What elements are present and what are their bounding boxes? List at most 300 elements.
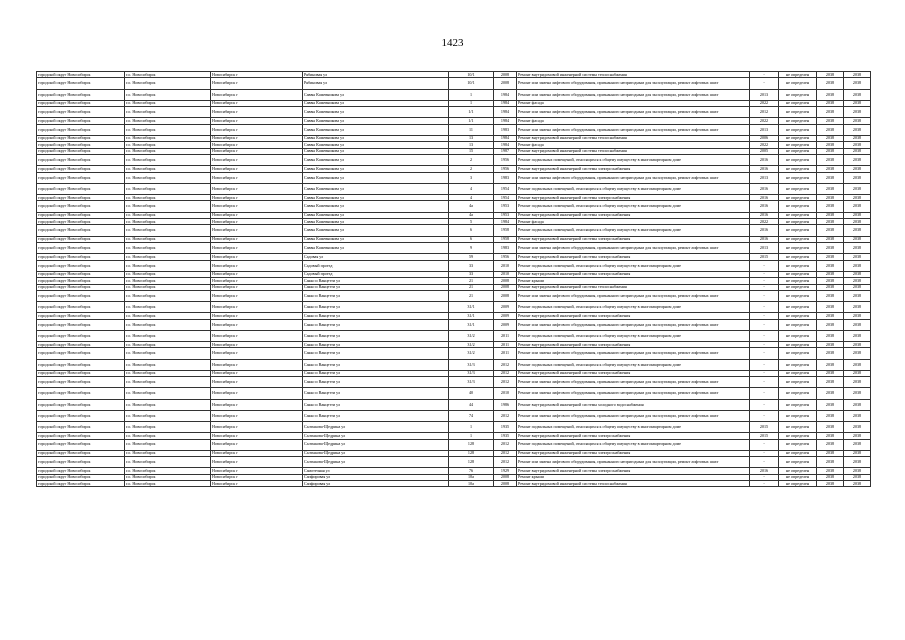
cell-year: 1954 — [494, 183, 517, 194]
cell-plan-d: 2038 — [844, 219, 871, 225]
cell-house: 21 — [449, 278, 494, 284]
cell-district: городской округ Новосибирск — [37, 271, 125, 277]
cell-plan-b: не определен — [779, 399, 817, 410]
cell-plan-c: 2038 — [817, 172, 844, 183]
cell-year: 2011 — [494, 348, 517, 359]
cell-plan-b: не определен — [779, 212, 817, 218]
cell-year: 1984 — [494, 118, 517, 124]
cell-plan-b: не определен — [779, 342, 817, 348]
cell-plan-c: 2038 — [817, 399, 844, 410]
cell-plan-c: 2038 — [817, 377, 844, 388]
cell-locality: Новосибирск г — [211, 330, 303, 341]
cell-plan-c: 2038 — [817, 450, 844, 456]
cell-plan-c: 2038 — [817, 410, 844, 421]
cell-plan-b: не определен — [779, 254, 817, 260]
table-row — [37, 290, 871, 301]
cell-district: городской округ Новосибирск — [37, 260, 125, 271]
cell-plan-b: не определен — [779, 284, 817, 290]
cell-work: Ремонт или замена лифтового оборудования, признанного непригодным для эксплуатации, ремонт лифтовых шахт — [517, 124, 750, 135]
cell-street: Сакко и Ванцетти ул — [303, 342, 449, 348]
cell-locality: Новосибирск г — [211, 319, 303, 330]
cell-plan-c: 2038 — [817, 359, 844, 370]
cell-district: городской округ Новосибирск — [37, 468, 125, 474]
cell-year: 2010 — [494, 271, 517, 277]
cell-year: 1954 — [494, 195, 517, 201]
cell-plan-a: 2015 — [750, 433, 779, 439]
cell-year: 1983 — [494, 124, 517, 135]
cell-work: Ремонт или замена лифтового оборудования, признанного непригодным для эксплуатации, ремонт лифтовых шахт — [517, 78, 750, 89]
table-row — [37, 388, 871, 399]
cell-locality-type: г.о. Новосибирск — [125, 166, 211, 172]
cell-street: Сапфировая ул — [303, 474, 449, 480]
cell-year: 1956 — [494, 155, 517, 166]
cell-locality: Новосибирск г — [211, 183, 303, 194]
cell-locality: Новосибирск г — [211, 284, 303, 290]
cell-plan-c: 2038 — [817, 457, 844, 468]
cell-street: Саввы Кожевникова ул — [303, 183, 449, 194]
cell-work: Ремонт внутридомовой инженерной системы электроснабжения — [517, 468, 750, 474]
table-row — [37, 330, 871, 341]
cell-plan-d: 2038 — [844, 348, 871, 359]
cell-plan-c: 2038 — [817, 155, 844, 166]
cell-house: 31/1 — [449, 313, 494, 319]
cell-plan-a: - — [750, 348, 779, 359]
cell-plan-d: 2038 — [844, 410, 871, 421]
cell-locality: Новосибирск г — [211, 155, 303, 166]
cell-locality: Новосибирск г — [211, 421, 303, 432]
cell-street: Саввы Кожевникова ул — [303, 166, 449, 172]
cell-work: Ремонт крыши — [517, 278, 750, 284]
cell-plan-a: - — [750, 72, 779, 78]
cell-plan-d: 2038 — [844, 271, 871, 277]
cell-district: городской округ Новосибирск — [37, 89, 125, 100]
cell-street: Сакко и Ванцетти ул — [303, 410, 449, 421]
cell-plan-a: - — [750, 474, 779, 480]
cell-locality: Новосибирск г — [211, 148, 303, 154]
cell-district: городской округ Новосибирск — [37, 348, 125, 359]
cell-house: 31/2 — [449, 330, 494, 341]
cell-plan-b: не определен — [779, 155, 817, 166]
cell-plan-b: не определен — [779, 118, 817, 124]
cell-plan-d: 2038 — [844, 118, 871, 124]
cell-street: Самотечная ул — [303, 468, 449, 474]
cell-locality-type: г.о. Новосибирск — [125, 236, 211, 242]
cell-house: 13 — [449, 135, 494, 141]
cell-street: Саввы Кожевникова ул — [303, 242, 449, 253]
cell-locality: Новосибирск г — [211, 172, 303, 183]
cell-street: Сакко и Ванцетти ул — [303, 359, 449, 370]
cell-district: городской округ Новосибирск — [37, 212, 125, 218]
cell-year: 2008 — [494, 284, 517, 290]
cell-plan-b: не определен — [779, 107, 817, 118]
cell-district: городской округ Новосибирск — [37, 474, 125, 480]
cell-house: 31/2 — [449, 348, 494, 359]
cell-plan-c: 2038 — [817, 330, 844, 341]
cell-plan-a: 2013 — [750, 124, 779, 135]
cell-plan-d: 2038 — [844, 142, 871, 148]
cell-plan-a: - — [750, 410, 779, 421]
cell-work: Ремонт подвальных помещений, относящихся к общему имуществу в многоквартирном доме — [517, 439, 750, 450]
cell-locality: Новосибирск г — [211, 201, 303, 212]
cell-house: 33 — [449, 260, 494, 271]
cell-street: Сакко и Ванцетти ул — [303, 348, 449, 359]
cell-locality: Новосибирск г — [211, 359, 303, 370]
cell-work: Ремонт подвальных помещений, относящихся к общему имуществу в многоквартирном доме — [517, 183, 750, 194]
table-row — [37, 399, 871, 410]
cell-street: Сакко и Ванцетти ул — [303, 330, 449, 341]
cell-house: 31/3 — [449, 370, 494, 376]
cell-plan-b: не определен — [779, 433, 817, 439]
cell-work: Ремонт или замена лифтового оборудования, признанного непригодным для эксплуатации, ремонт лифтовых шахт — [517, 107, 750, 118]
cell-plan-c: 2038 — [817, 468, 844, 474]
cell-plan-d: 2038 — [844, 377, 871, 388]
cell-plan-a: - — [750, 370, 779, 376]
cell-plan-d: 2038 — [844, 278, 871, 284]
cell-year: 1984 — [494, 100, 517, 106]
cell-plan-a: - — [750, 313, 779, 319]
cell-year: 2008 — [494, 278, 517, 284]
cell-locality: Новосибирск г — [211, 124, 303, 135]
cell-street: Салтыкова-Щедрина ул — [303, 457, 449, 468]
cell-work: Ремонт или замена лифтового оборудования, признанного непригодным для эксплуатации, ремонт лифтовых шахт — [517, 410, 750, 421]
cell-district: городской округ Новосибирск — [37, 290, 125, 301]
cell-street: Салтыкова-Щедрина ул — [303, 433, 449, 439]
cell-plan-c: 2038 — [817, 124, 844, 135]
cell-plan-d: 2038 — [844, 457, 871, 468]
cell-year: 2012 — [494, 370, 517, 376]
cell-year: 2012 — [494, 377, 517, 388]
cell-plan-c: 2038 — [817, 260, 844, 271]
cell-year: 2012 — [494, 439, 517, 450]
cell-plan-d: 2038 — [844, 388, 871, 399]
cell-district: городской округ Новосибирск — [37, 148, 125, 154]
cell-plan-c: 2038 — [817, 183, 844, 194]
cell-work: Ремонт внутридомовой инженерной системы электроснабжения — [517, 313, 750, 319]
cell-plan-d: 2038 — [844, 236, 871, 242]
cell-district: городской округ Новосибирск — [37, 195, 125, 201]
cell-district: городской округ Новосибирск — [37, 254, 125, 260]
cell-house: 74 — [449, 410, 494, 421]
cell-plan-b: не определен — [779, 236, 817, 242]
cell-year: 1958 — [494, 236, 517, 242]
cell-house: 1/1 — [449, 118, 494, 124]
cell-plan-b: не определен — [779, 457, 817, 468]
cell-plan-c: 2038 — [817, 242, 844, 253]
cell-year: 2012 — [494, 450, 517, 456]
cell-plan-b: не определен — [779, 78, 817, 89]
cell-district: городской округ Новосибирск — [37, 135, 125, 141]
cell-work: Ремонт подвальных помещений, относящихся к общему имуществу в многоквартирном доме — [517, 201, 750, 212]
cell-district: городской округ Новосибирск — [37, 183, 125, 194]
cell-locality: Новосибирск г — [211, 457, 303, 468]
cell-district: городской округ Новосибирск — [37, 236, 125, 242]
cell-plan-c: 2038 — [817, 439, 844, 450]
table-row — [37, 359, 871, 370]
cell-house: 33 — [449, 271, 494, 277]
cell-street: Саввы Кожевникова ул — [303, 195, 449, 201]
cell-plan-a: - — [750, 78, 779, 89]
cell-house: 31/2 — [449, 342, 494, 348]
cell-plan-c: 2038 — [817, 284, 844, 290]
cell-locality: Новосибирск г — [211, 313, 303, 319]
cell-street: Саввы Кожевникова ул — [303, 155, 449, 166]
cell-year: 1958 — [494, 225, 517, 236]
cell-locality-type: г.о. Новосибирск — [125, 284, 211, 290]
cell-locality: Новосибирск г — [211, 481, 303, 487]
cell-house: 4 — [449, 183, 494, 194]
cell-plan-a: 2016 — [750, 195, 779, 201]
cell-district: городской округ Новосибирск — [37, 118, 125, 124]
cell-house: 1 — [449, 89, 494, 100]
cell-plan-d: 2038 — [844, 225, 871, 236]
cell-plan-b: не определен — [779, 225, 817, 236]
cell-locality-type: г.о. Новосибирск — [125, 388, 211, 399]
cell-plan-d: 2038 — [844, 212, 871, 218]
cell-locality-type: г.о. Новосибирск — [125, 107, 211, 118]
cell-locality-type: г.о. Новосибирск — [125, 421, 211, 432]
cell-plan-d: 2038 — [844, 135, 871, 141]
cell-plan-d: 2038 — [844, 107, 871, 118]
cell-work: Ремонт внутридомовой инженерной системы холодного водоснабжения — [517, 399, 750, 410]
cell-locality-type: г.о. Новосибирск — [125, 72, 211, 78]
cell-district: городской округ Новосибирск — [37, 142, 125, 148]
cell-plan-b: не определен — [779, 450, 817, 456]
cell-plan-c: 2038 — [817, 225, 844, 236]
cell-plan-b: не определен — [779, 388, 817, 399]
cell-street: Сакко и Ванцетти ул — [303, 278, 449, 284]
cell-locality: Новосибирск г — [211, 370, 303, 376]
cell-plan-c: 2038 — [817, 78, 844, 89]
cell-district: городской округ Новосибирск — [37, 433, 125, 439]
cell-district: городской округ Новосибирск — [37, 330, 125, 341]
cell-house: 76 — [449, 468, 494, 474]
cell-work: Ремонт или замена лифтового оборудования, признанного непригодным для эксплуатации, ремонт лифтовых шахт — [517, 89, 750, 100]
cell-work: Ремонт подвальных помещений, относящихся к общему имуществу в многоквартирном доме — [517, 330, 750, 341]
cell-locality-type: г.о. Новосибирск — [125, 155, 211, 166]
cell-work: Ремонт фасада — [517, 118, 750, 124]
cell-plan-d: 2038 — [844, 439, 871, 450]
cell-locality: Новосибирск г — [211, 468, 303, 474]
cell-locality-type: г.о. Новосибирск — [125, 183, 211, 194]
cell-locality-type: г.о. Новосибирск — [125, 302, 211, 313]
cell-plan-c: 2038 — [817, 72, 844, 78]
cell-plan-a: 2006 — [750, 135, 779, 141]
cell-house: 44 — [449, 399, 494, 410]
cell-district: городской округ Новосибирск — [37, 439, 125, 450]
cell-year: 1987 — [494, 148, 517, 154]
cell-house: 31/3 — [449, 377, 494, 388]
cell-house: 2 — [449, 155, 494, 166]
cell-work: Ремонт подвальных помещений, относящихся к общему имуществу в многоквартирном доме — [517, 302, 750, 313]
cell-street: Садовый проезд — [303, 271, 449, 277]
cell-plan-a: 2015 — [750, 254, 779, 260]
cell-plan-d: 2038 — [844, 290, 871, 301]
cell-plan-d: 2038 — [844, 260, 871, 271]
cell-district: городской округ Новосибирск — [37, 172, 125, 183]
cell-plan-d: 2038 — [844, 254, 871, 260]
cell-street: Саввы Кожевникова ул — [303, 225, 449, 236]
cell-year: 1956 — [494, 166, 517, 172]
cell-plan-b: не определен — [779, 319, 817, 330]
cell-street: Саввы Кожевникова ул — [303, 100, 449, 106]
cell-work: Ремонт фасада — [517, 142, 750, 148]
cell-locality-type: г.о. Новосибирск — [125, 100, 211, 106]
cell-year: 1983 — [494, 172, 517, 183]
cell-house: 4а — [449, 212, 494, 218]
cell-plan-a: - — [750, 377, 779, 388]
table-row — [37, 183, 871, 194]
cell-work: Ремонт внутридомовой инженерной системы электроснабжения — [517, 236, 750, 242]
cell-work: Ремонт подвальных помещений, относящихся к общему имуществу в многоквартирном доме — [517, 359, 750, 370]
cell-plan-a: - — [750, 481, 779, 487]
cell-plan-a: 2013 — [750, 172, 779, 183]
cell-plan-a: - — [750, 388, 779, 399]
cell-year: 2009 — [494, 319, 517, 330]
cell-locality: Новосибирск г — [211, 118, 303, 124]
cell-district: городской округ Новосибирск — [37, 278, 125, 284]
cell-plan-b: не определен — [779, 421, 817, 432]
cell-street: Сакко и Ванцетти ул — [303, 284, 449, 290]
cell-year: 2012 — [494, 359, 517, 370]
cell-plan-c: 2038 — [817, 421, 844, 432]
cell-locality: Новосибирск г — [211, 195, 303, 201]
cell-plan-d: 2038 — [844, 89, 871, 100]
cell-locality: Новосибирск г — [211, 278, 303, 284]
cell-work: Ремонт внутридомовой инженерной системы теплоснабжения — [517, 72, 750, 78]
cell-house: 13 — [449, 142, 494, 148]
cell-street: Саввы Кожевникова ул — [303, 148, 449, 154]
cell-house: 5 — [449, 219, 494, 225]
cell-house: 6 — [449, 225, 494, 236]
cell-plan-a: 2022 — [750, 142, 779, 148]
cell-year: 2008 — [494, 72, 517, 78]
cell-locality: Новосибирск г — [211, 72, 303, 78]
cell-locality: Новосибирск г — [211, 439, 303, 450]
cell-locality-type: г.о. Новосибирск — [125, 278, 211, 284]
cell-locality: Новосибирск г — [211, 388, 303, 399]
cell-plan-b: не определен — [779, 439, 817, 450]
cell-house: 4а — [449, 201, 494, 212]
cell-plan-c: 2038 — [817, 148, 844, 154]
table-row — [37, 481, 871, 487]
cell-year: 1935 — [494, 433, 517, 439]
cell-plan-a: - — [750, 260, 779, 271]
cell-district: городской округ Новосибирск — [37, 319, 125, 330]
cell-work: Ремонт или замена лифтового оборудования, признанного непригодным для эксплуатации, ремонт лифтовых шахт — [517, 457, 750, 468]
cell-street: Сакко и Ванцетти ул — [303, 302, 449, 313]
cell-plan-b: не определен — [779, 172, 817, 183]
cell-district: городской округ Новосибирск — [37, 124, 125, 135]
cell-work: Ремонт или замена лифтового оборудования, признанного непригодным для эксплуатации, ремонт лифтовых шахт — [517, 377, 750, 388]
cell-locality-type: г.о. Новосибирск — [125, 201, 211, 212]
table-row — [37, 89, 871, 100]
cell-work: Ремонт внутридомовой инженерной системы теплоснабжения — [517, 481, 750, 487]
cell-plan-c: 2038 — [817, 219, 844, 225]
cell-plan-a: - — [750, 399, 779, 410]
cell-plan-a: 2016 — [750, 212, 779, 218]
cell-district: городской округ Новосибирск — [37, 242, 125, 253]
cell-year: 1984 — [494, 89, 517, 100]
cell-plan-c: 2038 — [817, 118, 844, 124]
cell-plan-c: 2038 — [817, 290, 844, 301]
table-row — [37, 242, 871, 253]
cell-locality-type: г.о. Новосибирск — [125, 242, 211, 253]
cell-street: Сакко и Ванцетти ул — [303, 313, 449, 319]
cell-locality: Новосибирск г — [211, 399, 303, 410]
cell-locality-type: г.о. Новосибирск — [125, 481, 211, 487]
cell-district: городской округ Новосибирск — [37, 100, 125, 106]
cell-house: 128 — [449, 457, 494, 468]
cell-plan-d: 2038 — [844, 370, 871, 376]
cell-plan-a: - — [750, 457, 779, 468]
cell-plan-d: 2038 — [844, 474, 871, 480]
cell-plan-b: не определен — [779, 142, 817, 148]
cell-locality-type: г.о. Новосибирск — [125, 118, 211, 124]
cell-street: Сакко и Ванцетти ул — [303, 370, 449, 376]
cell-work: Ремонт внутридомовой инженерной системы электроснабжения — [517, 342, 750, 348]
cell-locality: Новосибирск г — [211, 100, 303, 106]
cell-plan-b: не определен — [779, 370, 817, 376]
cell-district: городской округ Новосибирск — [37, 302, 125, 313]
cell-plan-b: не определен — [779, 242, 817, 253]
cell-house: 21 — [449, 290, 494, 301]
cell-plan-d: 2038 — [844, 313, 871, 319]
cell-locality-type: г.о. Новосибирск — [125, 319, 211, 330]
cell-plan-c: 2038 — [817, 135, 844, 141]
cell-locality: Новосибирск г — [211, 219, 303, 225]
cell-plan-b: не определен — [779, 201, 817, 212]
cell-year: 2009 — [494, 302, 517, 313]
cell-work: Ремонт или замена лифтового оборудования, признанного непригодным для эксплуатации, ремонт лифтовых шахт — [517, 348, 750, 359]
cell-plan-b: не определен — [779, 195, 817, 201]
cell-locality-type: г.о. Новосибирск — [125, 370, 211, 376]
cell-plan-c: 2038 — [817, 100, 844, 106]
table-row — [37, 155, 871, 166]
cell-locality: Новосибирск г — [211, 348, 303, 359]
cell-plan-a: - — [750, 439, 779, 450]
cell-work: Ремонт внутридомовой инженерной системы электроснабжения — [517, 450, 750, 456]
cell-plan-b: не определен — [779, 302, 817, 313]
cell-locality-type: г.о. Новосибирск — [125, 260, 211, 271]
cell-plan-d: 2038 — [844, 433, 871, 439]
cell-district: городской округ Новосибирск — [37, 399, 125, 410]
cell-locality: Новосибирск г — [211, 225, 303, 236]
cell-house: 1 — [449, 433, 494, 439]
cell-street: Саввы Кожевникова ул — [303, 219, 449, 225]
document-sheet — [36, 71, 870, 487]
cell-house: 31/1 — [449, 319, 494, 330]
cell-plan-c: 2038 — [817, 313, 844, 319]
table-row — [37, 260, 871, 271]
cell-locality-type: г.о. Новосибирск — [125, 313, 211, 319]
cell-district: городской округ Новосибирск — [37, 225, 125, 236]
cell-locality-type: г.о. Новосибирск — [125, 399, 211, 410]
cell-plan-d: 2038 — [844, 242, 871, 253]
cell-locality: Новосибирск г — [211, 410, 303, 421]
cell-work: Ремонт подвальных помещений, относящихся к общему имуществу в многоквартирном доме — [517, 421, 750, 432]
cell-plan-c: 2038 — [817, 302, 844, 313]
cell-locality-type: г.о. Новосибирск — [125, 254, 211, 260]
cell-work: Ремонт внутридомовой инженерной системы теплоснабжения — [517, 284, 750, 290]
cell-plan-c: 2038 — [817, 319, 844, 330]
cell-locality-type: г.о. Новосибирск — [125, 135, 211, 141]
table-row — [37, 172, 871, 183]
cell-plan-d: 2038 — [844, 166, 871, 172]
cell-locality-type: г.о. Новосибирск — [125, 348, 211, 359]
cell-plan-b: не определен — [779, 377, 817, 388]
cell-street: Салтыкова-Щедрина ул — [303, 450, 449, 456]
cell-plan-d: 2038 — [844, 78, 871, 89]
